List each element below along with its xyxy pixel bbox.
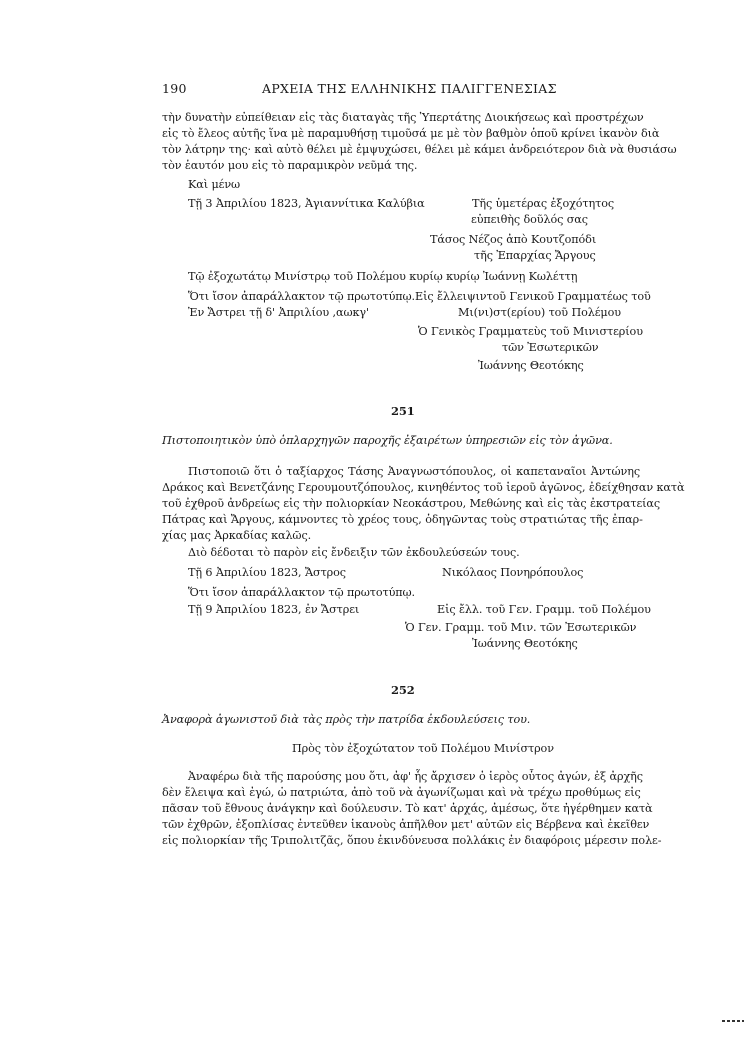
doc250-cert-right-line-1: Εἰς ἔλλειψιντοῦ Γενικοῦ Γραμματέως τοῦ (415, 290, 651, 303)
doc251-body-line-4: Πάτρας καὶ Ἄργους, κάμνοντες τὸ χρέος τους, ὁδηγῶντας τοὺς στρατιώτας τῆς ἐπαρ- (162, 513, 643, 526)
doc250-date-place: Τῇ 3 Ἀπριλίου 1823, Ἀγιαννίτικα Καλύβια (188, 197, 425, 210)
doc252-body-line-5: εἰς πολιορκίαν τῆς Τριπολιτζᾶς, ὅπου ἐκινδύνευσα πολλάκις ἐν διαφόροις μέρεσιν πολε- (162, 834, 662, 847)
doc252-body-line-1: Ἀναφέρω διὰ τῆς παρούσης μου ὅτι, ἀφ' ἧς ἄρχισεν ὁ ἱερὸς οὗτος ἀγών, ἐξ ἀρχῆς (188, 770, 643, 783)
doc250-body-line-3: τὸν λάτρην της· καὶ αὐτὸ θέλει μὲ ἐμψυχώσει, θέλει μὲ κάμει ἀνδρειότερον διὰ νὰ θυσιάσω (162, 143, 677, 156)
doc252-body-line-2: δὲν ἔλειψα καὶ ἐγώ, ὡ πατριώτα, ἀπὸ τοῦ νὰ ἀγωνίζωμαι καὶ νὰ τρέχω προθύμως εἰς (162, 786, 641, 799)
doc250-signature-line-1: Τῆς ὑμετέρας ἐξοχότητος (472, 197, 614, 210)
doc251-certification: Ὅτι ἴσον ἀπαράλλακτον τῷ πρωτοτύπῳ. (188, 586, 416, 599)
doc251-cert-signature-line-2: Ὁ Γεν. Γραμμ. τοῦ Μιν. τῶν Ἐσωτερικῶν (405, 621, 637, 634)
doc250-signature-line-2: εὐπειθὴς δοῦλός σας (471, 213, 588, 226)
doc250-body-line-4: τὸν ἑαυτόν μου εἰς τὸ παραμικρὸν νεῦμά της. (162, 159, 418, 172)
doc250-cert-right-line-2: Μι(νι)στ(ερίου) τοῦ Πολέμου (458, 306, 621, 319)
doc250-cert-right-line-5: Ἰωάννης Θεοτόκης (478, 359, 584, 372)
doc252-addressee: Πρὸς τὸν ἐξοχώτατον τοῦ Πολέμου Μινίστρον (292, 742, 554, 755)
doc251-cert-signature-line-1: Εἰς ἔλλ. τοῦ Γεν. Γραμμ. τοῦ Πολέμου (437, 603, 651, 616)
doc250-body-line-2: εἰς τὸ ἔλεος αὐτῆς ἵνα μὲ παραμυθήσῃ τιμοῦσά με μὲ τὸν βαθμὸν ὁποῦ κρίνει ἱκανὸν διὰ (162, 127, 660, 140)
doc250-signature-line-4: τῆς Ἐπαρχίας Ἄργους (474, 249, 596, 262)
doc251-title: Πιστοποιητικὸν ὑπὸ ὁπλαρχηγῶν παροχῆς ἐξαιρέτων ὑπηρεσιῶν εἰς τὸν ἀγῶνα. (162, 434, 613, 447)
doc251-body-line-2: Δράκος καὶ Βενετζάνης Γερουμουτζόπουλος, κινηθέντος τοῦ ἱεροῦ ἀγῶνος, ἐδείχθησαν κατὰ (162, 481, 685, 494)
doc251-signer: Νικόλαος Πονηρόπουλος (442, 566, 584, 579)
doc250-signature-line-3: Τάσος Νέζος ἀπὸ Κουτζοπόδι (430, 233, 597, 246)
doc251-body-line-3: τοῦ ἐχθροῦ ἀνδρείως εἰς τὴν πολιορκίαν Νεοκάστρου, Μεθώνης καὶ εἰς τὰς ἐκστρατείας (162, 497, 661, 510)
doc250-addressee: Τῷ ἐξοχωτάτῳ Μινίστρῳ τοῦ Πολέμου κυρίῳ κυρίῳ Ἰωάννῃ Κωλέττῃ (188, 270, 578, 283)
doc251-body-line-1: Πιστοποιῶ ὅτι ὁ ταξίαρχος Τάσης Ἀναγνωστόπουλος, οἱ καπεταναῖοι Ἀντώνης (188, 465, 640, 478)
doc251-date-place: Τῇ 6 Ἀπριλίου 1823, Ἄστρος (188, 566, 346, 579)
doc252-number: 252 (391, 683, 415, 697)
doc252-title: Ἀναφορὰ ἀγωνιστοῦ διὰ τὰς πρὸς τὴν πατρίδα ἐκδουλεύσεις του. (162, 713, 531, 726)
doc250-cert-left-line-1: Ὅτι ἴσον ἀπαράλλακτον τῷ πρωτοτύπῳ. (188, 290, 416, 303)
running-title: ΑΡΧΕΙΑ ΤΗΣ ΕΛΛΗΝΙΚΗΣ ΠΑΛΙΓΓΕΝΕΣΙΑΣ (262, 81, 557, 96)
doc250-cert-left-line-2: Ἐν Ἄστρει τῇ δ' Ἀπριλίου ,αωκγ' (188, 306, 369, 319)
doc250-body-line-1: τὴν δυνατὴν εὐπείθειαν εἰς τὰς διαταγὰς τῆς Ὑπερτάτης Διοικήσεως καὶ προστρέχων (162, 111, 644, 124)
doc250-cert-right-line-4: τῶν Ἐσωτερικῶν (502, 341, 599, 354)
doc252-body-line-4: τῶν ἐχθρῶν, ἐξοπλίσας ἐντεῦθεν ἱκανοὺς ἀπῆλθον μετ' αὐτῶν εἰς Βέρβενα καὶ ἐκεῖθεν (162, 818, 650, 831)
doc251-body-line-5: χίας μας Ἀρκαδίας καλῶς. (162, 529, 312, 542)
doc251-cert-signature-line-3: Ἰωάννης Θεοτόκης (472, 637, 578, 650)
scan-edge-mark (722, 1020, 744, 1022)
doc251-closing: Διὸ δέδοται τὸ παρὸν εἰς ἔνδειξιν τῶν ἐκδουλεύσεών τους. (188, 546, 520, 559)
doc251-number: 251 (391, 404, 415, 418)
doc251-cert-date: Τῇ 9 Ἀπριλίου 1823, ἐν Ἄστρει (188, 603, 360, 616)
doc252-body-line-3: πᾶσαν τοῦ ἔθνους ἀνάγκην καὶ δούλευσιν. Τὸ κατ' ἀρχάς, ἀμέσως, ὅτε ἠγέρθημεν κατὰ (162, 802, 653, 815)
page-number: 190 (162, 81, 187, 96)
doc250-cert-right-line-3: Ὁ Γενικὸς Γραμματεὺς τοῦ Μινιστερίου (418, 325, 643, 338)
doc250-closing: Καὶ μένω (188, 178, 241, 191)
